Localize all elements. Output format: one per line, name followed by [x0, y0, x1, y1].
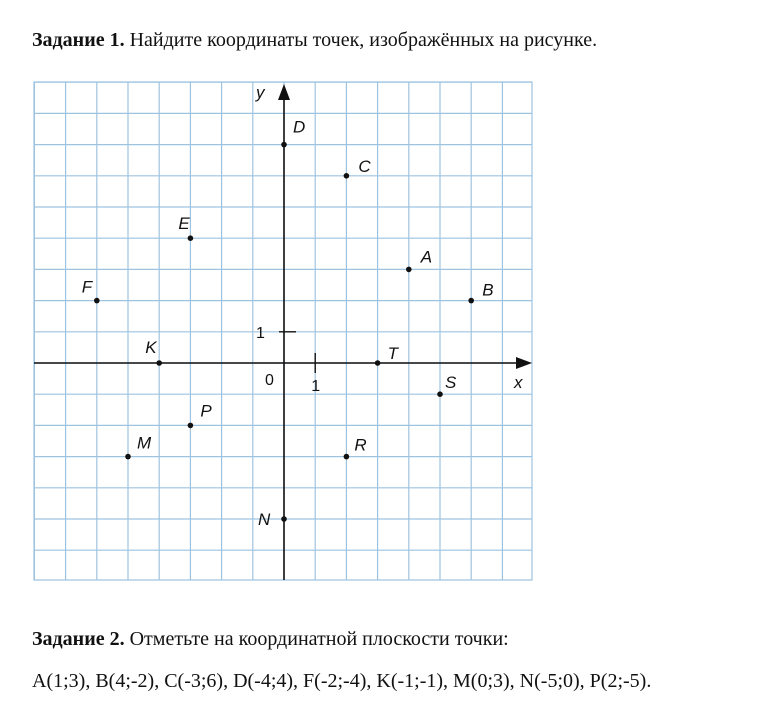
y-axis-arrow-icon: [278, 84, 290, 100]
x-axis-arrow-icon: [516, 357, 532, 369]
origin-label: 0: [265, 372, 274, 389]
point-n: [281, 516, 287, 522]
point-d: [281, 142, 287, 148]
task1-text: Найдите координаты точек, изображённых на рисунке.: [124, 29, 598, 51]
point-label-d: D: [293, 117, 306, 137]
point-label-f: F: [81, 277, 93, 297]
point-label-p: P: [200, 401, 212, 421]
point-label-s: S: [445, 373, 457, 393]
x-axis-label: x: [514, 373, 523, 392]
task1-heading: Задание 1.: [32, 29, 125, 51]
point-b: [468, 298, 474, 304]
point-label-b: B: [482, 280, 494, 300]
point-label-r: R: [354, 435, 367, 455]
task2-line: [32, 626, 509, 652]
point-label-c: C: [358, 156, 371, 176]
point-label-a: A: [420, 247, 433, 267]
point-label-e: E: [178, 214, 190, 234]
point-a: [406, 267, 412, 273]
point-label-n: N: [258, 510, 271, 529]
task2-points-list: A(1;3), B(4;-2), C(-3;6), D(-4;4), F(-2;-4), K(-1;-1), M(0;3), N(-5;0), P(2;-5).: [32, 670, 652, 692]
point-r: [344, 454, 350, 460]
point-label-t: T: [387, 344, 398, 363]
y-unit-label: 1: [256, 324, 265, 342]
point-label-k: K: [145, 338, 157, 357]
task2-heading: Задание 2.: [32, 628, 125, 650]
point-s: [437, 391, 443, 397]
point-p: [188, 423, 194, 429]
points: [82, 118, 494, 529]
grid: [34, 82, 532, 580]
point-t: [375, 360, 381, 366]
point-label-m: M: [137, 433, 152, 453]
point-e: [188, 235, 194, 241]
point-k: [156, 360, 162, 366]
task2-text: Отметьте на координатной плоскости точки:: [124, 628, 509, 650]
x-unit-label: 1: [311, 378, 321, 395]
point-m: [125, 454, 131, 460]
grid-frame: [34, 82, 532, 580]
point-c: [344, 173, 350, 179]
point-f: [94, 298, 100, 304]
y-axis-label: y: [256, 83, 265, 102]
